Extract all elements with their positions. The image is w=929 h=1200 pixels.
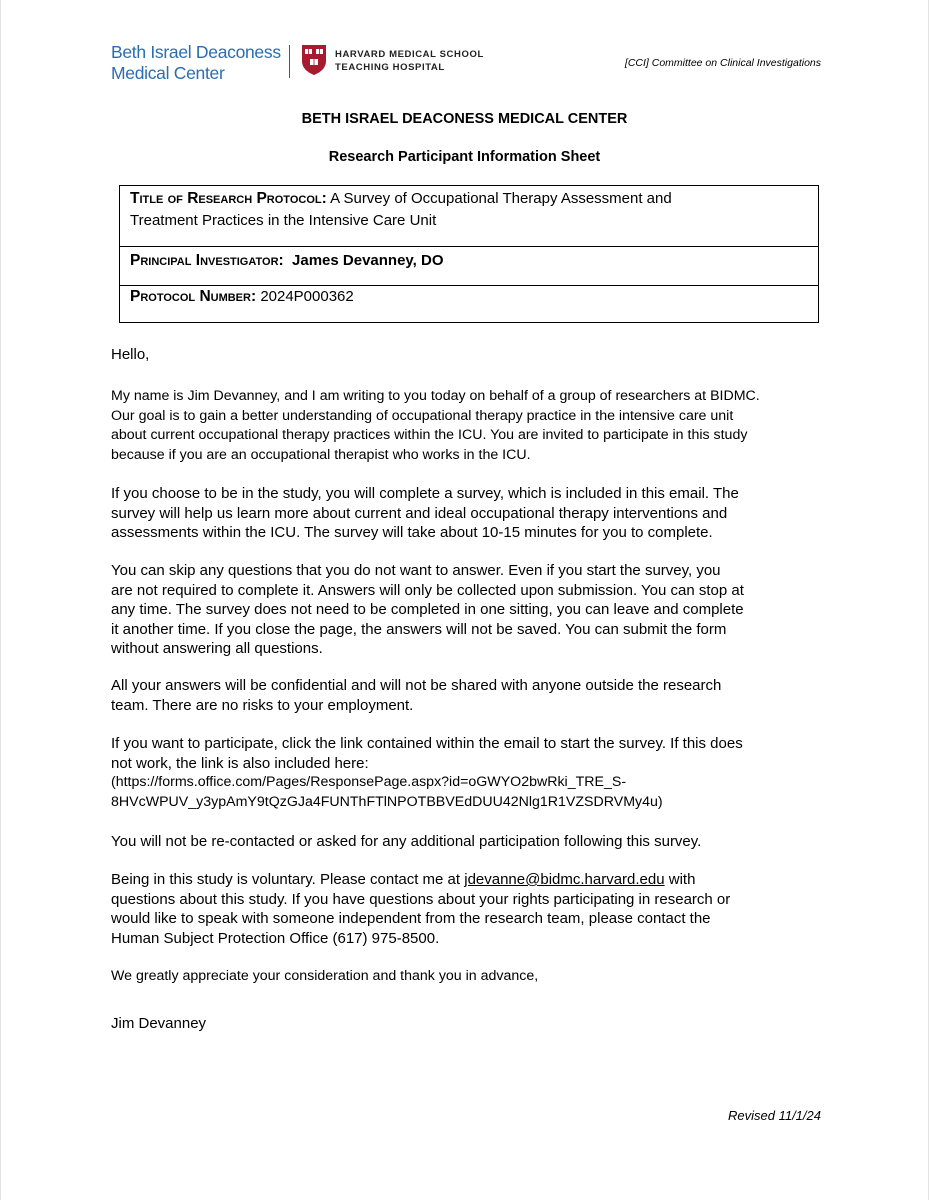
skip-line: without answering all questions. [111,640,323,657]
confidential-line: All your answers will be confidential and will not be shared with anyone outside the research [111,677,722,694]
logo-divider [289,45,290,78]
committee-label: [CCI] Committee on Clinical Investigations [624,57,821,69]
link-paragraph [111,734,829,773]
intro-line: about current occupational therapy practices within the ICU. You are invited to participate in this study [111,427,748,443]
link-intro-line: not work, the link is also included here: [111,754,369,772]
voluntary-line-1 [111,870,829,890]
survey-line: assessments within the ICU. The survey will take about 10-15 minutes for you to complete. [111,524,713,541]
intro-line: Our goal is to gain a better understanding of occupational therapy practice in the intensive care unit [111,407,734,424]
protocol-number-row [120,286,818,322]
confidential-paragraph [111,676,829,715]
protocol-number-value: 2024P000362 [260,288,354,305]
voluntary-line: Human Subject Protection Office (617) 975-8500. [111,929,440,947]
bidmc-logo [111,42,281,84]
voluntary-paragraph [111,870,829,948]
skip-paragraph [111,561,829,659]
harvard-shield-icon [301,44,327,76]
greeting: Hello, [111,346,150,363]
voluntary-line: would like to speak with someone independent from the research team, please contact the [111,910,711,927]
intro-line: because if you are an occupational therapist who works in the ICU. [111,446,531,463]
protocol-table [119,185,819,323]
voluntary-with-text: with [664,871,696,888]
survey-link-line[interactable]: 8HVcWPUV_y3ypAmY9tQzGJa4FUNThFTlNPOTBBVEdDUU42Nlg1R1VZSDRVMy4u) [111,793,663,810]
intro-paragraph [111,387,829,465]
recontact-paragraph: You will not be re-contacted or asked for any additional participation following this survey. [111,833,702,850]
principal-investigator-row [120,247,818,286]
skip-line: are not required to complete it. Answers will only be collected upon submission. You can stop at [111,581,744,599]
hms-wordmark [335,48,484,74]
hms-line-2: TEACHING HOSPITAL [335,62,445,73]
revised-date: Revised 11/1/24 [728,1108,821,1123]
sheet-title: Research Participant Information Sheet [328,149,601,165]
skip-line: You can skip any questions that you do not want to answer. Even if you start the survey, you [111,562,721,579]
confidential-line: team. There are no risks to your employment. [111,696,414,714]
protocol-title-row [120,186,818,247]
skip-line: any time. The survey does not need to be completed in one sitting, you can leave and complete [111,601,744,618]
protocol-title-line-1: A Survey of Occupational Therapy Assessment and [330,190,672,207]
contact-email-link[interactable]: jdevanne@bidmc.harvard.edu [464,871,665,888]
survey-line: If you choose to be in the study, you will complete a survey, which is included in this email. The [111,485,739,502]
survey-link-line[interactable]: (https://forms.office.com/Pages/ResponsePage.aspx?id=oGWYO2bwRki_TRE_S- [111,774,627,790]
protocol-title-label: Title of Research Protocol: [130,190,327,207]
page-edge-left [0,0,1,1200]
protocol-title-line-2: Treatment Practices in the Intensive Care Unit [130,212,437,229]
link-intro-line: If you want to participate, click the link contained within the email to start the survey. If this does [111,735,743,752]
voluntary-line: questions about this study. If you have questions about your rights participating in research or [111,890,731,908]
institution-title: BETH ISRAEL DEACONESS MEDICAL CENTER [301,111,628,127]
intro-line: My name is Jim Devanney, and I am writing to you today on behalf of a group of researchers at BIDMC. [111,388,760,404]
hms-line-1: HARVARD MEDICAL SCHOOL [335,49,484,60]
pi-label: Principal Investigator: [130,252,284,269]
survey-link[interactable] [111,773,829,812]
voluntary-intro-text: Being in this study is voluntary. Please contact me at [111,871,465,888]
survey-line: survey will help us learn more about current and ideal occupational therapy interventions and [111,504,728,522]
thanks-line: We greatly appreciate your consideration and thank you in advance, [111,968,539,984]
pi-value: James Devanney, DO [292,252,444,269]
protocol-number-label: Protocol Number: [130,288,257,305]
survey-paragraph [111,484,829,543]
logo-line-1: Beth Israel Deaconess [111,42,281,62]
skip-line: it another time. If you close the page, the answers will not be saved. You can submit the form [111,620,727,638]
logo-line-2: Medical Center [111,63,225,83]
signature: Jim Devanney [111,1015,207,1032]
